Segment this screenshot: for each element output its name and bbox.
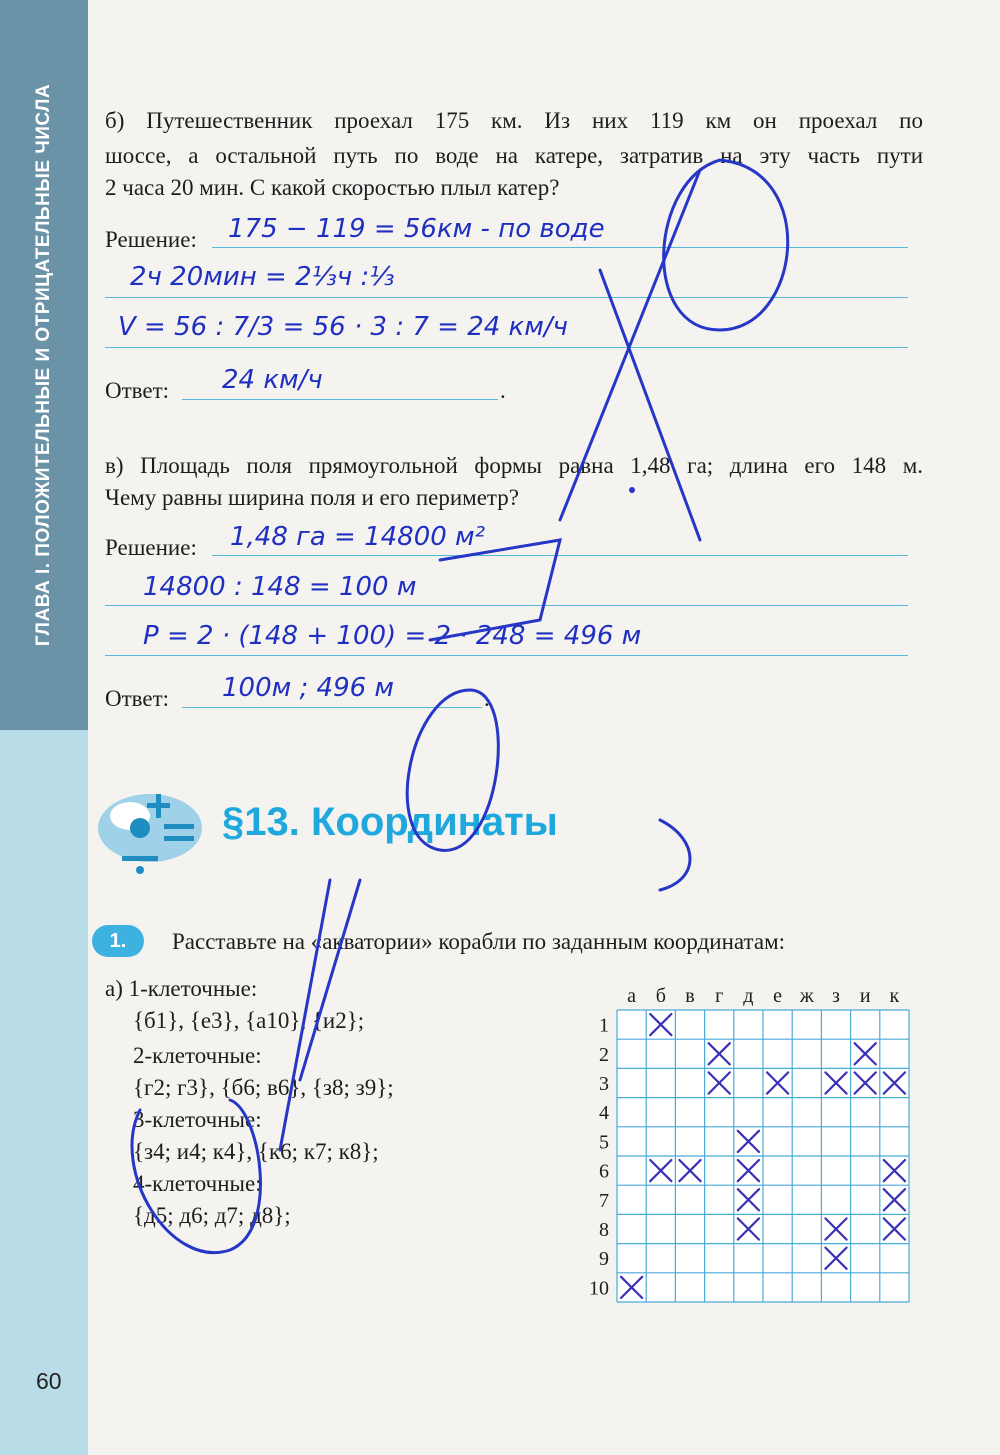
grid-column-label: б [655, 985, 666, 1007]
handwritten-answer-b: 24 км/ч [222, 365, 323, 395]
handwritten-solution-b-2: 2ч 20мин = 2⅓ч :⅓ [130, 262, 395, 292]
answer-line [182, 707, 482, 708]
grid-column-label: в [685, 985, 695, 1007]
answer-period: . [484, 686, 490, 711]
grid-row-label: 10 [589, 1277, 609, 1300]
grid-column-label: г [715, 985, 724, 1007]
ship-list-line: 4-клеточные: [133, 1171, 262, 1196]
grid-row-label: 1 [599, 1014, 609, 1037]
ship-list-line: 3-клеточные: [133, 1107, 262, 1132]
ship-list-line: а) 1-клеточные: [105, 976, 258, 1001]
answer-period: . [500, 378, 506, 403]
task-b-solution-label: Решение: [105, 227, 197, 252]
chapter-title: ГЛАВА I. ПОЛОЖИТЕЛЬНЫЕ И ОТРИЦАТЕЛЬНЫЕ ЧИСЛА [33, 83, 54, 647]
grid-row-label: 5 [599, 1131, 609, 1154]
answer-line [105, 655, 908, 656]
answer-line [212, 247, 908, 248]
handwritten-solution-c-1: 1,48 га = 14800 м² [230, 522, 486, 552]
grid-column-label: е [773, 985, 783, 1007]
exercise-number-badge: 1. [92, 925, 144, 957]
task-b-answer-label: Ответ: [105, 378, 170, 403]
handwritten-answer-c: 100м ; 496 м [222, 673, 395, 703]
grid-column-label: и [859, 985, 871, 1007]
grid-column-label: а [627, 985, 637, 1007]
grid-row-label: 3 [599, 1073, 609, 1095]
exercise-prompt: Расставьте на «акватории» корабли по заданным координатам: [172, 929, 786, 954]
battleship-grid[interactable] [580, 980, 940, 1315]
task-c-line-1: в) Площадь поля прямоугольной формы равна 1,48 га; длина его 148 м. [105, 453, 923, 478]
handwritten-solution-b-3: V = 56 : 7/3 = 56 · 3 : 7 = 24 км/ч [118, 312, 568, 342]
task-b-line-1: б) Путешественник проехал 175 км. Из них 119 км он проехал по [105, 108, 923, 133]
ship-list-line: {г2; г3}, {б6; в6}, {з8; з9}; [133, 1075, 394, 1100]
task-b-line-2: шоссе, а остальной путь по воде на катере, затратив на эту часть пути [105, 143, 923, 168]
handwritten-solution-c-2: 14800 : 148 = 100 м [143, 572, 417, 602]
grid-row-label: 2 [599, 1043, 609, 1066]
section-math-icon [92, 770, 222, 880]
ship-list-line: {д5; д6; д7; д8}; [133, 1203, 291, 1228]
answer-line [212, 555, 908, 556]
handwritten-solution-c-3: P = 2 · (148 + 100) = 2 · 248 = 496 м [143, 621, 642, 651]
task-c-solution-label: Решение: [105, 535, 197, 560]
ship-list-line: {з4; и4; к4}, {к6; к7; к8}; [133, 1139, 379, 1164]
grid-column-label: з [832, 985, 840, 1007]
grid-row-label: 6 [599, 1160, 609, 1183]
handwritten-solution-b-1: 175 − 119 = 56км - по воде [228, 214, 605, 244]
task-c-line-2: Чему равны ширина поля и его периметр? [105, 485, 519, 510]
grid-column-label: д [743, 985, 754, 1007]
grid-row-label: 7 [599, 1189, 609, 1212]
ship-list-line: {б1}, {е3}, {а10}, {и2}; [133, 1008, 365, 1033]
task-c-answer-label: Ответ: [105, 686, 170, 711]
grid-row-label: 8 [599, 1219, 609, 1241]
answer-line [105, 347, 908, 348]
answer-line [105, 605, 908, 606]
grid-row-label: 4 [599, 1102, 609, 1125]
answer-line [105, 297, 908, 298]
grid-column-label: к [889, 985, 900, 1007]
answer-line [182, 399, 498, 400]
grid-row-label: 9 [599, 1248, 609, 1271]
section-title: §13. Координаты [222, 800, 558, 844]
task-b-line-3: 2 часа 20 мин. С какой скоростью плыл катер? [105, 175, 560, 200]
ship-list-line: 2-клеточные: [133, 1043, 262, 1068]
grid-column-label: ж [799, 985, 814, 1007]
page-number: 60 [36, 1368, 62, 1394]
